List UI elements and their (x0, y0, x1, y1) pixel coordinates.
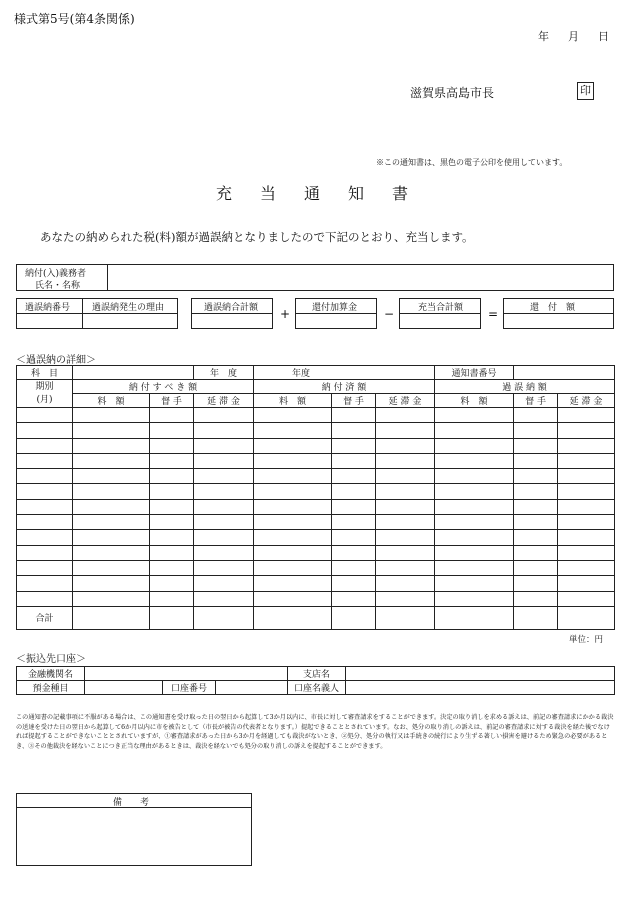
subject-value[interactable] (73, 366, 194, 380)
detail-cell[interactable] (17, 408, 73, 423)
total-cell[interactable] (194, 606, 254, 629)
detail-cell[interactable] (332, 545, 376, 560)
detail-cell[interactable] (376, 560, 435, 575)
detail-cell[interactable] (73, 469, 150, 484)
total-cell[interactable] (435, 606, 514, 629)
detail-cell[interactable] (332, 453, 376, 468)
detail-cell[interactable] (254, 408, 332, 423)
detail-cell[interactable] (332, 423, 376, 438)
detail-cell[interactable] (194, 576, 254, 591)
detail-cell[interactable] (254, 515, 332, 530)
notice-number-value[interactable] (514, 366, 615, 380)
detail-cell[interactable] (332, 499, 376, 514)
total-cell[interactable] (254, 606, 332, 629)
detail-cell[interactable] (514, 484, 558, 499)
total-cell[interactable] (514, 606, 558, 629)
detail-cell[interactable] (376, 530, 435, 545)
detail-row (17, 438, 615, 453)
detail-row (17, 453, 615, 468)
minus-operator: − (384, 307, 395, 321)
detail-cell[interactable] (73, 576, 150, 591)
fee-header: 料 額 (435, 394, 514, 408)
detail-cell[interactable] (73, 515, 150, 530)
detail-cell[interactable] (435, 515, 514, 530)
detail-cell[interactable] (254, 560, 332, 575)
detail-row (17, 469, 615, 484)
remarks-input[interactable] (17, 808, 251, 865)
account-holder-label: 口座名義人 (288, 681, 346, 695)
notice-number-header: 通知書番号 (435, 366, 514, 380)
entai-header: 延 滞 金 (376, 394, 435, 408)
detail-cell[interactable] (17, 591, 73, 606)
detail-cell[interactable] (150, 423, 194, 438)
plus-operator: + (280, 307, 291, 321)
detail-cell[interactable] (150, 453, 194, 468)
detail-cell[interactable] (150, 560, 194, 575)
equals-operator: = (488, 307, 499, 321)
detail-cell[interactable] (376, 453, 435, 468)
detail-cell[interactable] (332, 408, 376, 423)
detail-cell[interactable] (150, 438, 194, 453)
detail-cell[interactable] (514, 423, 558, 438)
detail-cell[interactable] (558, 408, 615, 423)
account-number-value[interactable] (216, 681, 288, 695)
form-number: 様式第5号(第4条関係) (14, 12, 135, 26)
detail-cell[interactable] (514, 560, 558, 575)
fee-header: 料 額 (73, 394, 150, 408)
account-holder-value[interactable] (346, 681, 615, 695)
detail-cell[interactable] (435, 423, 514, 438)
detail-cell[interactable] (254, 469, 332, 484)
details-header-row2 (17, 380, 615, 394)
detail-cell[interactable] (150, 469, 194, 484)
detail-cell[interactable] (17, 438, 73, 453)
institution-label: 金融機関名 (17, 667, 85, 681)
tokusoku-header: 督 手 (332, 394, 376, 408)
account-number-label: 口座番号 (163, 681, 216, 695)
entai-header: 延 滞 金 (194, 394, 254, 408)
remarks-label: 備 考 (113, 798, 150, 808)
detail-cell[interactable] (435, 545, 514, 560)
appropriation-total-box (399, 298, 481, 329)
detail-cell[interactable] (435, 499, 514, 514)
detail-cell[interactable] (558, 545, 615, 560)
detail-cell[interactable] (435, 560, 514, 575)
detail-cell[interactable] (73, 499, 150, 514)
detail-cell[interactable] (73, 408, 150, 423)
period-header (17, 380, 73, 408)
detail-cell[interactable] (194, 560, 254, 575)
details-table (16, 365, 615, 630)
detail-cell[interactable] (435, 530, 514, 545)
payer-label-line1: 納付(入)義務者 (25, 269, 87, 279)
detail-row (17, 591, 615, 606)
detail-cell[interactable] (558, 453, 615, 468)
detail-cell[interactable] (194, 591, 254, 606)
details-body (17, 408, 615, 607)
payer-label-line2: 氏名・名称 (35, 281, 81, 291)
detail-cell[interactable] (150, 545, 194, 560)
detail-cell[interactable] (332, 515, 376, 530)
detail-cell[interactable] (17, 499, 73, 514)
payer-label-cell (17, 265, 108, 290)
total-cell[interactable] (332, 606, 376, 629)
fiscal-year-label: 年度 (292, 369, 311, 379)
detail-row (17, 499, 615, 514)
detail-cell[interactable] (376, 408, 435, 423)
detail-row (17, 545, 615, 560)
detail-cell[interactable] (73, 591, 150, 606)
detail-cell[interactable] (558, 469, 615, 484)
detail-cell[interactable] (194, 453, 254, 468)
institution-value[interactable] (85, 667, 288, 681)
detail-cell[interactable] (194, 530, 254, 545)
details-header-row3 (17, 394, 615, 408)
detail-row (17, 530, 615, 545)
detail-cell[interactable] (194, 423, 254, 438)
refund-interest-box (295, 298, 377, 329)
detail-cell[interactable] (254, 453, 332, 468)
detail-cell[interactable] (73, 545, 150, 560)
detail-cell[interactable] (558, 423, 615, 438)
detail-cell[interactable] (435, 484, 514, 499)
detail-cell[interactable] (73, 438, 150, 453)
legal-note: この通知書の記載事項に不服がある場合は、この通知書を受け取った日の翌日から起算して3か月以内に、市長に対して審査請求をすることができます。決定の取り消しを求める訴えは、前記の審査請求にかかる裁決の送達を受けた日の翌日から起算して6か月以内に市を被告として（市長が被告の代表者となります。）提起できることとされています。なお、処分の取り消しの訴えは、前記の審査請求に対する裁決を経た後でなければ提起することができないこととされていますが、①審査請求があった日から3か月を経過しても裁決がないとき、②処分、処分の執行又は手続きの続行により生ずる著しい損害を避けるため緊急の必要があるとき、③その他裁決を経ないことにつき正当な理由があるときは、裁決を経ないでも処分の取り消しの訴えを提起することができます。 (16, 714, 614, 750)
remarks-box (16, 793, 252, 866)
detail-cell[interactable] (150, 408, 194, 423)
detail-cell[interactable] (194, 408, 254, 423)
detail-cell[interactable] (332, 438, 376, 453)
detail-cell[interactable] (254, 576, 332, 591)
overpayment-total-label: 過誤納合計額 (204, 303, 259, 313)
detail-row (17, 484, 615, 499)
detail-cell[interactable] (514, 591, 558, 606)
detail-cell[interactable] (17, 469, 73, 484)
detail-row (17, 560, 615, 575)
detail-cell[interactable] (558, 576, 615, 591)
detail-cell[interactable] (376, 423, 435, 438)
detail-cell[interactable] (376, 499, 435, 514)
entai-header: 延 滞 金 (558, 394, 615, 408)
overpayment-reason-label: 過誤納発生の理由 (92, 303, 165, 313)
date-labels: 年 月 日 (538, 30, 613, 43)
detail-cell[interactable] (514, 469, 558, 484)
period-unit-label: (月) (36, 394, 53, 405)
payer-box (16, 264, 614, 291)
detail-cell[interactable] (194, 484, 254, 499)
detail-cell[interactable] (332, 591, 376, 606)
refund-amount-box (503, 298, 614, 329)
detail-cell[interactable] (150, 530, 194, 545)
tokusoku-header: 督 手 (514, 394, 558, 408)
details-section-title: ＜過誤納の詳細＞ (16, 355, 96, 366)
detail-row (17, 423, 615, 438)
detail-cell[interactable] (194, 469, 254, 484)
detail-cell[interactable] (73, 530, 150, 545)
detail-cell[interactable] (376, 515, 435, 530)
period-label: 期別 (35, 381, 54, 392)
overpayment-number-box (16, 298, 178, 329)
detail-cell[interactable] (558, 591, 615, 606)
detail-cell[interactable] (194, 499, 254, 514)
detail-cell[interactable] (17, 484, 73, 499)
detail-cell[interactable] (150, 484, 194, 499)
issuer-name: 滋賀県高島市長 (410, 86, 495, 100)
detail-cell[interactable] (332, 530, 376, 545)
detail-cell[interactable] (254, 499, 332, 514)
overpayment-total-box (191, 298, 273, 329)
detail-cell[interactable] (558, 484, 615, 499)
detail-cell[interactable] (558, 499, 615, 514)
deposit-type-value[interactable] (85, 681, 163, 695)
detail-cell[interactable] (254, 591, 332, 606)
overpaid-header: 過 誤 納 額 (435, 380, 615, 394)
detail-cell[interactable] (514, 545, 558, 560)
detail-cell[interactable] (376, 576, 435, 591)
detail-row (17, 408, 615, 423)
detail-cell[interactable] (514, 408, 558, 423)
detail-cell[interactable] (17, 515, 73, 530)
detail-cell[interactable] (558, 560, 615, 575)
overpayment-number-label: 過誤納番号 (25, 303, 71, 313)
detail-cell[interactable] (435, 469, 514, 484)
detail-cell[interactable] (376, 484, 435, 499)
detail-cell[interactable] (558, 515, 615, 530)
detail-cell[interactable] (194, 438, 254, 453)
detail-cell[interactable] (254, 545, 332, 560)
detail-cell[interactable] (514, 453, 558, 468)
detail-cell[interactable] (435, 591, 514, 606)
detail-cell[interactable] (376, 469, 435, 484)
detail-cell[interactable] (17, 576, 73, 591)
total-cell[interactable] (376, 606, 435, 629)
detail-cell[interactable] (150, 591, 194, 606)
detail-cell[interactable] (194, 545, 254, 560)
detail-cell[interactable] (435, 438, 514, 453)
branch-label: 支店名 (288, 667, 346, 681)
detail-cell[interactable] (73, 484, 150, 499)
bank-section-title: ＜振込先口座＞ (16, 654, 86, 665)
total-cell[interactable] (150, 606, 194, 629)
detail-cell[interactable] (332, 484, 376, 499)
to-pay-header: 納 付 す べ き 額 (73, 380, 254, 394)
detail-cell[interactable] (73, 560, 150, 575)
detail-cell[interactable] (17, 423, 73, 438)
detail-cell[interactable] (435, 408, 514, 423)
detail-cell[interactable] (73, 453, 150, 468)
appropriation-total-label: 充当合計額 (418, 303, 464, 313)
detail-cell[interactable] (332, 469, 376, 484)
detail-cell[interactable] (435, 576, 514, 591)
detail-cell[interactable] (17, 560, 73, 575)
detail-cell[interactable] (514, 576, 558, 591)
detail-cell[interactable] (376, 591, 435, 606)
detail-cell[interactable] (150, 499, 194, 514)
detail-cell[interactable] (194, 515, 254, 530)
official-seal: 印 (577, 82, 594, 100)
detail-cell[interactable] (254, 484, 332, 499)
detail-cell[interactable] (514, 499, 558, 514)
detail-cell[interactable] (376, 545, 435, 560)
detail-row (17, 515, 615, 530)
refund-interest-label: 還付加算金 (312, 303, 358, 313)
detail-cell[interactable] (332, 560, 376, 575)
detail-cell[interactable] (254, 530, 332, 545)
detail-cell[interactable] (376, 438, 435, 453)
fee-header: 料 額 (254, 394, 332, 408)
subject-header: 科 目 (17, 366, 73, 380)
total-cell[interactable] (558, 606, 615, 629)
detail-cell[interactable] (17, 545, 73, 560)
detail-cell[interactable] (73, 423, 150, 438)
year-header: 年 度 (194, 366, 254, 380)
detail-cell[interactable] (254, 438, 332, 453)
detail-cell[interactable] (435, 453, 514, 468)
detail-cell[interactable] (17, 530, 73, 545)
detail-cell[interactable] (514, 438, 558, 453)
detail-cell[interactable] (150, 515, 194, 530)
document-title: 充 当 通 知 書 (216, 184, 415, 203)
detail-cell[interactable] (514, 530, 558, 545)
e-seal-note: ※この通知書は、黒色の電子公印を使用しています。 (376, 158, 568, 167)
tokusoku-header: 督 手 (150, 394, 194, 408)
unit-label: 単位：円 (569, 635, 604, 645)
detail-cell[interactable] (150, 576, 194, 591)
deposit-type-label: 預金種目 (17, 681, 85, 695)
detail-cell[interactable] (332, 576, 376, 591)
detail-cell[interactable] (514, 515, 558, 530)
total-label: 合計 (17, 606, 73, 629)
intro-text: あなたの納められた税(料)額が過誤納となりましたので下記のとおり、充当します。 (40, 230, 474, 244)
paid-header: 納 付 済 額 (254, 380, 435, 394)
detail-cell[interactable] (254, 423, 332, 438)
detail-cell[interactable] (17, 453, 73, 468)
detail-cell[interactable] (558, 438, 615, 453)
refund-amount-label: 還 付 額 (530, 303, 576, 313)
branch-value[interactable] (346, 667, 615, 681)
total-cell[interactable] (73, 606, 150, 629)
detail-cell[interactable] (558, 530, 615, 545)
fiscal-year-cell[interactable] (254, 366, 435, 380)
detail-row (17, 576, 615, 591)
bank-table (16, 666, 615, 695)
details-header-row1 (17, 366, 615, 380)
details-total-row (17, 606, 615, 629)
